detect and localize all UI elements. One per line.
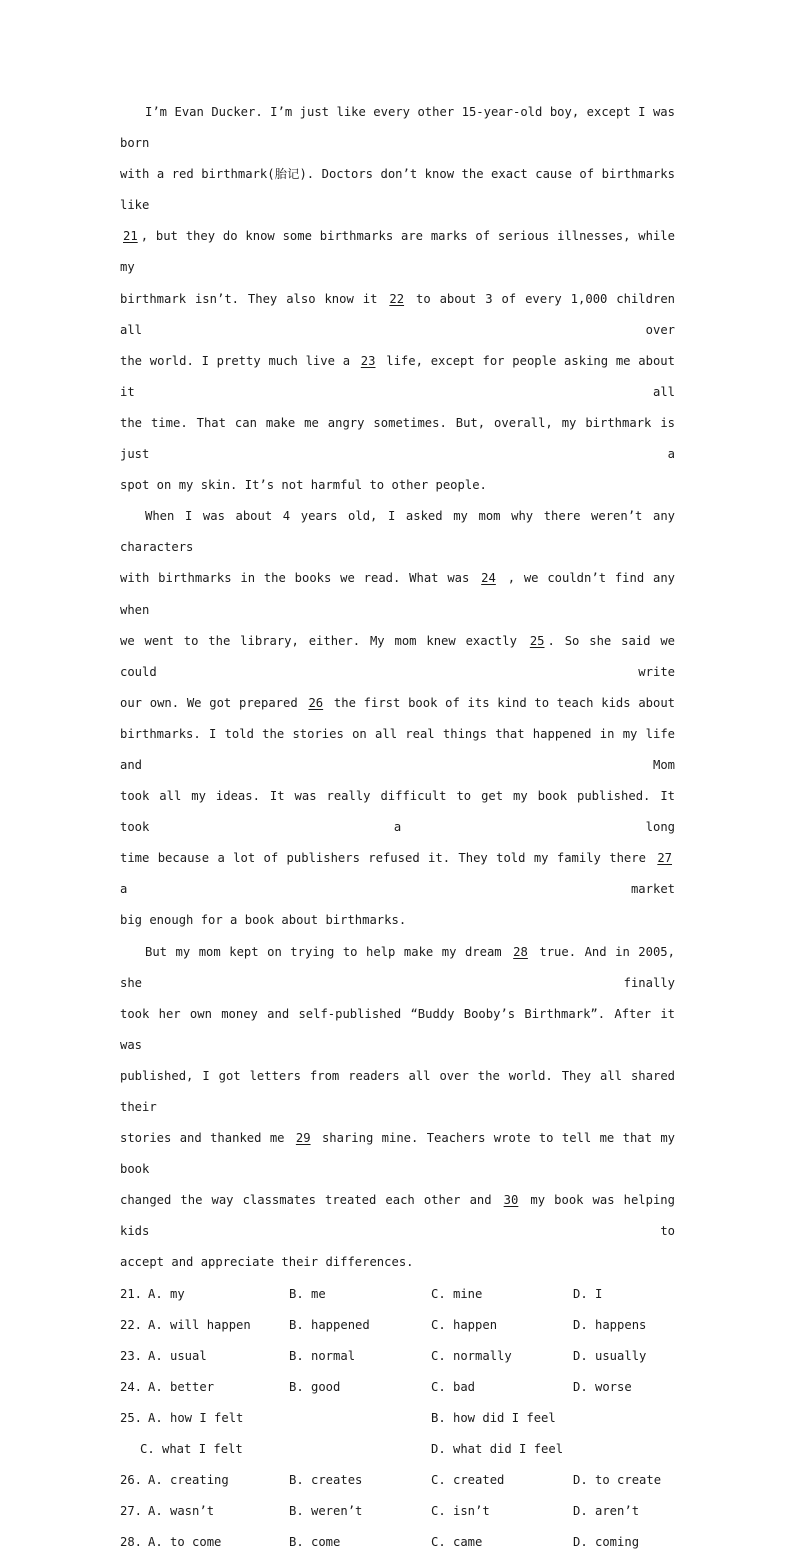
blank-30: 30 — [503, 1193, 519, 1208]
option-b: B. creates — [289, 1473, 363, 1488]
question-row-continued — [120, 1434, 675, 1465]
text-segment: a market — [120, 882, 675, 897]
text-segment: changed the way classmates treated each other and — [120, 1193, 492, 1208]
option-d: D. I — [573, 1286, 603, 1301]
text-segment: , we couldn’t find any when — [120, 571, 676, 617]
option-d: D. aren’t — [573, 1504, 640, 1519]
blank-25: 25 — [529, 633, 545, 648]
text-line — [120, 221, 675, 283]
option-b: B. come — [289, 1535, 341, 1550]
question-number: 21. — [120, 1286, 143, 1301]
paragraph-2 — [120, 501, 675, 936]
question-row — [120, 1465, 675, 1496]
text-line: spot on my skin. It’s not harmful to other people. — [120, 478, 487, 493]
question-row — [120, 1372, 675, 1403]
text-line: with a red birthmark(胎记). Doctors don’t know the exact cause of birthmarks like — [120, 167, 675, 213]
text-segment: the first book of its kind to teach kids about — [333, 695, 676, 710]
option-c: C. bad — [431, 1379, 476, 1394]
option-d: D. happens — [573, 1317, 647, 1332]
paragraph-3 — [120, 937, 675, 1279]
question-number: 25. — [120, 1410, 143, 1425]
text-segment: birthmark isn’t. They also know it — [120, 291, 378, 306]
option-b: B. me — [289, 1286, 326, 1301]
text-segment: with birthmarks in the books we read. What was — [120, 571, 470, 586]
option-c: C. mine — [431, 1286, 483, 1301]
question-number: 27. — [120, 1504, 143, 1519]
text-line — [120, 688, 675, 719]
option-c: C. created — [431, 1473, 505, 1488]
text-line: big enough for a book about birthmarks. — [120, 913, 407, 928]
option-a: A. to come — [148, 1535, 222, 1550]
text-line — [120, 346, 675, 408]
blank-21: 21 — [123, 229, 138, 244]
option-b: B. good — [289, 1379, 341, 1394]
question-row — [120, 1403, 675, 1434]
question-row — [120, 1279, 675, 1310]
text-line: took all my ideas. It was really difficult to get my book published. It took a long — [120, 789, 675, 835]
question-number: 22. — [120, 1317, 143, 1332]
text-segment: the world. I pretty much live a — [120, 353, 351, 368]
option-d: D. coming — [573, 1535, 640, 1550]
blank-27: 27 — [657, 851, 673, 866]
question-list — [120, 1279, 675, 1558]
option-d: D. usually — [573, 1348, 647, 1363]
question-number: 26. — [120, 1473, 143, 1488]
question-number: 28. — [120, 1535, 143, 1550]
option-c: C. what I felt — [140, 1442, 243, 1457]
question-row — [120, 1527, 675, 1558]
text-line: accept and appreciate their differences. — [120, 1255, 414, 1270]
text-segment: , but they do know some birthmarks are marks of serious illnesses, while my — [120, 229, 675, 275]
option-c: C. normally — [431, 1348, 512, 1363]
document-page — [120, 97, 675, 1558]
option-b: B. normal — [289, 1348, 356, 1363]
option-b: B. how did I feel — [431, 1410, 556, 1425]
text-segment: true. And in 2005, she finally — [120, 944, 675, 990]
option-b: B. happened — [289, 1317, 370, 1332]
text-segment: we went to the library, either. My mom knew exactly — [120, 633, 517, 648]
option-a: A. creating — [148, 1473, 229, 1488]
question-row — [120, 1310, 675, 1341]
option-a: A. better — [148, 1379, 215, 1394]
text-line — [120, 843, 675, 905]
text-line — [120, 563, 675, 625]
blank-29: 29 — [295, 1131, 311, 1146]
option-a: A. my — [148, 1286, 185, 1301]
option-d: D. what did I feel — [431, 1442, 564, 1457]
text-line — [120, 284, 675, 346]
paragraph-1 — [120, 97, 675, 501]
blank-23: 23 — [360, 353, 376, 368]
text-segment: sharing mine. Teachers wrote to tell me that my book — [120, 1131, 675, 1177]
option-c: C. isn’t — [431, 1504, 490, 1519]
text-line: When I was about 4 years old, I asked my mom why there weren’t any characters — [120, 509, 675, 555]
blank-22: 22 — [389, 291, 405, 306]
text-segment: But my mom kept on trying to help make my dream — [145, 944, 502, 959]
text-segment: stories and thanked me — [120, 1131, 285, 1146]
text-line — [120, 937, 675, 999]
text-segment: time because a lot of publishers refused it. They told my family there — [120, 851, 646, 866]
option-c: C. came — [431, 1535, 483, 1550]
question-row — [120, 1341, 675, 1372]
blank-26: 26 — [308, 695, 324, 710]
text-segment: our own. We got prepared — [120, 695, 298, 710]
option-a: A. wasn’t — [148, 1504, 215, 1519]
blank-24: 24 — [481, 571, 496, 586]
text-line — [120, 1123, 675, 1185]
option-a: A. usual — [148, 1348, 207, 1363]
text-line — [120, 1185, 675, 1247]
option-c: C. happen — [431, 1317, 498, 1332]
text-line: published, I got letters from readers all over the world. They all shared their — [120, 1068, 675, 1114]
option-a: A. how I felt — [148, 1410, 244, 1425]
question-number: 23. — [120, 1348, 143, 1363]
question-row — [120, 1496, 675, 1527]
text-line: the time. That can make me angry sometimes. But, overall, my birthmark is just a — [120, 415, 675, 462]
text-segment: . So she said we could write — [120, 633, 675, 679]
text-line — [120, 626, 675, 688]
blank-28: 28 — [513, 944, 528, 959]
text-segment: my book was helping kids to — [120, 1193, 675, 1239]
option-a: A. will happen — [148, 1317, 251, 1332]
text-segment: to about 3 of every 1,000 children all over — [120, 291, 675, 337]
text-line: birthmarks. I told the stories on all real things that happened in my life and Mom — [120, 726, 675, 772]
text-segment: life, except for people asking me about it all — [120, 353, 675, 399]
question-number: 24. — [120, 1379, 143, 1394]
text-line: I’m Evan Ducker. I’m just like every other 15-year-old boy, except I was born — [120, 105, 675, 151]
option-d: D. to create — [573, 1473, 662, 1488]
option-d: D. worse — [573, 1379, 632, 1394]
option-b: B. weren’t — [289, 1504, 363, 1519]
text-line: took her own money and self-published “Buddy Booby’s Birthmark”. After it was — [120, 1006, 675, 1052]
